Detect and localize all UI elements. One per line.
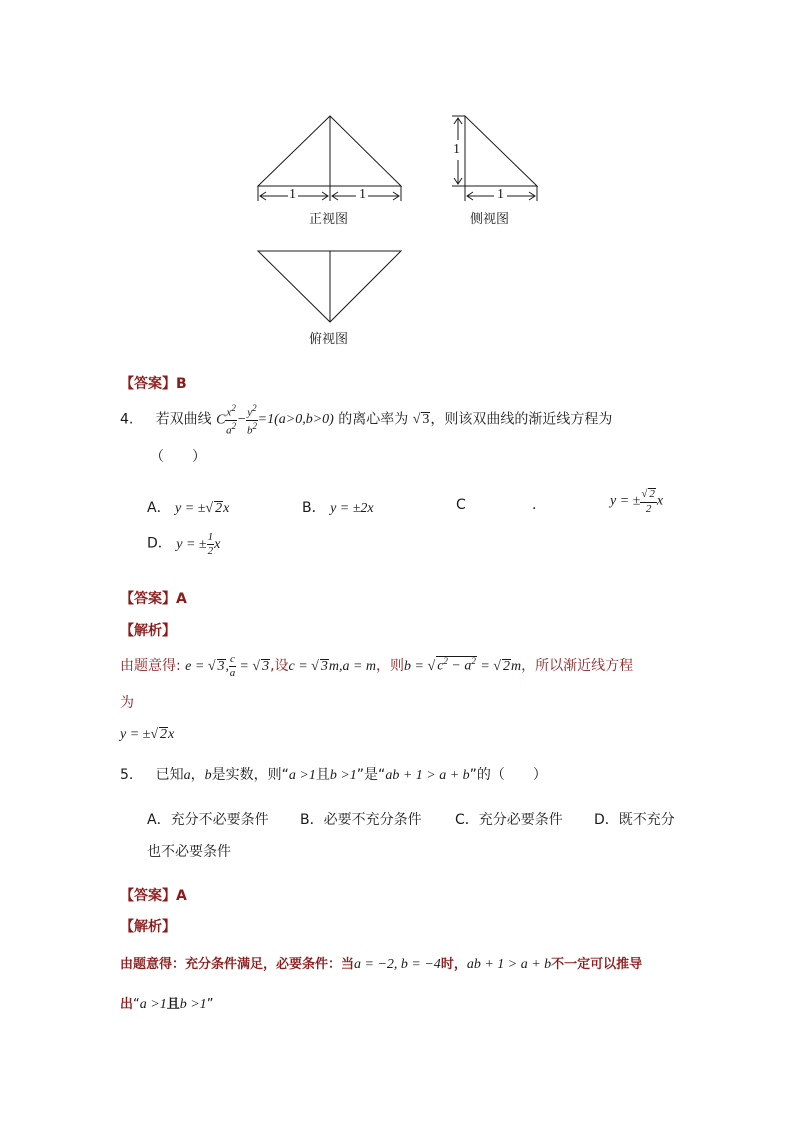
q4-analysis-intro: 由题意得: xyxy=(120,658,181,674)
top-view-caption: 俯视图 xyxy=(309,332,349,347)
q5-option-b: B．必要不充分条件 xyxy=(300,812,422,828)
q5-answer: 【答案】A xyxy=(120,888,187,904)
q5-analysis-and: 且 xyxy=(166,997,180,1012)
q5-number: 5. xyxy=(120,767,134,783)
front-dim-left-label: 1 xyxy=(289,187,296,202)
q5-stem-is: ”是“ xyxy=(356,767,386,783)
q4-answer: 【答案】A xyxy=(120,591,187,607)
front-view-caption: 正视图 xyxy=(309,212,349,227)
q4-hyperbola-equation: $\frac{x^2}{a^2}$ − $\frac{y^2}{b^2}$ =1(a>0,b>0) xyxy=(226,403,334,437)
q4-curve-name: C xyxy=(216,412,226,428)
q4-option-c-label: C xyxy=(456,497,466,513)
q4-option-d xyxy=(147,532,220,557)
front-dim-right-label: 1 xyxy=(359,187,366,202)
q4-option-b xyxy=(302,497,374,517)
q5-var-b: b xyxy=(204,768,212,783)
q5-analysis-cond-b: b >1 xyxy=(179,997,207,1012)
front-view-drawing xyxy=(258,116,401,201)
q5-stem xyxy=(120,764,547,784)
q4-option-a-formula: y = ±√ 2x xyxy=(175,501,230,516)
q4-option-a xyxy=(147,497,229,517)
q5-analysis-line1-pre: 由题意得：充分条件满足，必要条件：当 xyxy=(120,957,355,972)
q4-analysis-result: y = ±√ 2x xyxy=(120,727,175,742)
q5-inequality: ab + 1 > a + b xyxy=(385,768,470,783)
q4-analysis-line xyxy=(120,648,633,684)
q4-analysis-mid1: ,设 xyxy=(270,658,289,674)
q3-answer: 【答案】B xyxy=(120,376,187,392)
side-dim-width-label: 1 xyxy=(497,187,504,202)
q4-option-d-formula: y = ± $\frac{1}{2}$ x xyxy=(176,531,221,557)
side-view-caption: 侧视图 xyxy=(470,212,510,227)
q4-analysis-title: 【解析】 xyxy=(120,623,176,639)
q4-analysis-substitution: c = √ 3m,a = m xyxy=(288,659,377,674)
q5-analysis-line1 xyxy=(120,953,642,973)
q5-option-d-continuation: 也不必要条件 xyxy=(147,844,231,860)
q4-number: 4. xyxy=(120,411,134,428)
q5-cond-a: a >1 xyxy=(288,768,316,783)
q5-analysis-line2-pre: 出 xyxy=(120,997,134,1012)
q5-analysis-quote-close: ” xyxy=(206,997,214,1012)
three-view-figure xyxy=(0,0,794,360)
q5-stem-cond: 且 xyxy=(315,767,330,783)
q4-option-a-label: A． xyxy=(147,500,171,516)
q5-analysis-line1-mid: 时， xyxy=(440,957,467,972)
q4-stem-text: 若双曲线 xyxy=(155,411,212,428)
q5-stem-end: ”的（ ） xyxy=(469,767,547,783)
q4-option-b-label: B． xyxy=(302,500,326,516)
q5-analysis-quote-open: “ xyxy=(133,997,140,1012)
q4-stem-post: ，则该双曲线的渐近线方程为 xyxy=(430,411,613,428)
q5-analysis-values: a = −2, b = −4 xyxy=(354,957,441,972)
q4-analysis-mid3: ，所以渐近线方程 xyxy=(521,658,634,674)
q5-analysis-inequality: ab + 1 > a + b xyxy=(466,957,552,972)
q4-option-b-formula: y = ±2x xyxy=(330,501,374,516)
q4-analysis-eccentricity: e = √ 3, $\frac{c}{a}$ = √ 3 xyxy=(185,653,270,680)
q4-paren: （ ） xyxy=(150,449,206,465)
side-dim-height-label: 1 xyxy=(453,142,460,157)
q5-var-a: a xyxy=(183,768,191,783)
q5-stem-pre: 已知 xyxy=(155,767,184,783)
q4-option-c-dot: . xyxy=(532,497,537,513)
q5-cond-b: b >1 xyxy=(329,768,357,783)
side-view-drawing xyxy=(452,116,537,201)
q5-stem-and: ， xyxy=(190,767,205,783)
q4-analysis-continuation: 为 xyxy=(120,695,134,711)
q5-option-d: D．既不充分 xyxy=(594,812,675,828)
q5-analysis-cond-a: a >1 xyxy=(139,997,167,1012)
q4-analysis-mid2: ，则 xyxy=(376,658,405,674)
q5-option-c: C．充分必要条件 xyxy=(455,812,563,828)
q5-analysis-line2 xyxy=(120,993,213,1013)
q4-option-c-formula: y = ± $\frac{√ 2}{2}$ x xyxy=(610,488,664,515)
q5-option-a: A．充分不必要条件 xyxy=(147,812,269,828)
q4-stem xyxy=(120,403,613,437)
q4-option-d-label: D． xyxy=(147,535,172,552)
q4-eccentricity: √ 3 xyxy=(412,412,430,428)
q5-stem-real: 是实数，则“ xyxy=(211,767,289,783)
top-view-drawing xyxy=(258,251,401,322)
q5-analysis-line1-post: 不一定可以推导 xyxy=(551,957,643,972)
q4-stem-mid: 的离心率为 xyxy=(338,411,409,428)
q4-analysis-b-value: b = √ $c^2 - a^2$ = √ 2m xyxy=(404,656,522,674)
q5-analysis-title: 【解析】 xyxy=(120,919,176,935)
